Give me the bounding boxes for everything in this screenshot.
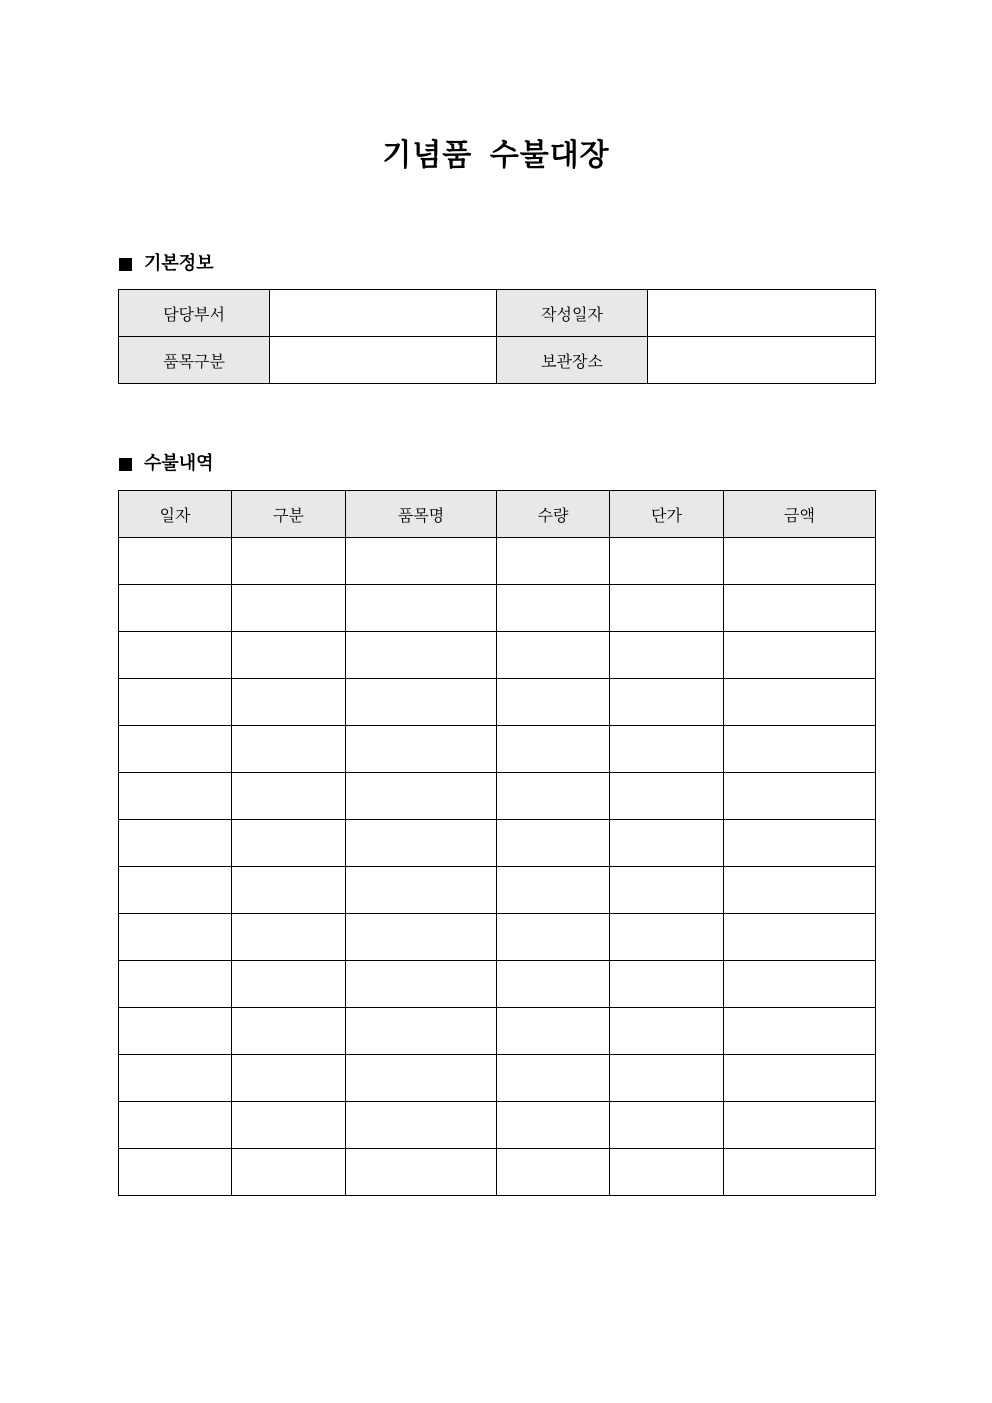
unit-price-cell[interactable] bbox=[610, 773, 724, 820]
amount-cell[interactable] bbox=[724, 914, 876, 961]
table-row bbox=[119, 867, 876, 914]
records-heading bbox=[119, 452, 214, 476]
table-row bbox=[119, 773, 876, 820]
table-row bbox=[119, 585, 876, 632]
amount-cell[interactable] bbox=[724, 679, 876, 726]
table-row bbox=[119, 679, 876, 726]
type-cell[interactable] bbox=[232, 1149, 346, 1196]
type-cell[interactable] bbox=[232, 585, 346, 632]
unit-price-cell[interactable] bbox=[610, 914, 724, 961]
date-cell[interactable] bbox=[119, 632, 232, 679]
date-cell[interactable] bbox=[119, 726, 232, 773]
unit-price-cell[interactable] bbox=[610, 726, 724, 773]
date-cell[interactable] bbox=[119, 538, 232, 585]
type-cell[interactable] bbox=[232, 1008, 346, 1055]
quantity-cell[interactable] bbox=[497, 679, 610, 726]
table-row bbox=[119, 538, 876, 585]
type-cell[interactable] bbox=[232, 632, 346, 679]
unit-price-cell[interactable] bbox=[610, 538, 724, 585]
item-name-cell[interactable] bbox=[346, 820, 497, 867]
amount-cell[interactable] bbox=[724, 726, 876, 773]
type-cell[interactable] bbox=[232, 914, 346, 961]
unit-price-cell[interactable] bbox=[610, 679, 724, 726]
records-table-body bbox=[119, 538, 876, 1196]
written-date-label: 작성일자 bbox=[497, 290, 648, 337]
item-name-cell[interactable] bbox=[346, 1149, 497, 1196]
column-header-date: 일자 bbox=[119, 491, 232, 538]
records-table bbox=[118, 490, 876, 1196]
unit-price-cell[interactable] bbox=[610, 867, 724, 914]
amount-cell[interactable] bbox=[724, 632, 876, 679]
item-name-cell[interactable] bbox=[346, 1055, 497, 1102]
quantity-cell[interactable] bbox=[497, 820, 610, 867]
date-cell[interactable] bbox=[119, 585, 232, 632]
department-field[interactable] bbox=[270, 290, 497, 337]
item-name-cell[interactable] bbox=[346, 1102, 497, 1149]
item-name-cell[interactable] bbox=[346, 914, 497, 961]
date-cell[interactable] bbox=[119, 679, 232, 726]
amount-cell[interactable] bbox=[724, 1055, 876, 1102]
item-name-cell[interactable] bbox=[346, 773, 497, 820]
table-row bbox=[119, 1149, 876, 1196]
square-bullet-icon bbox=[119, 258, 132, 271]
amount-cell[interactable] bbox=[724, 1149, 876, 1196]
unit-price-cell[interactable] bbox=[610, 1102, 724, 1149]
date-cell[interactable] bbox=[119, 867, 232, 914]
item-category-label: 품목구분 bbox=[119, 337, 270, 384]
quantity-cell[interactable] bbox=[497, 632, 610, 679]
date-cell[interactable] bbox=[119, 914, 232, 961]
item-name-cell[interactable] bbox=[346, 585, 497, 632]
amount-cell[interactable] bbox=[724, 538, 876, 585]
quantity-cell[interactable] bbox=[497, 538, 610, 585]
item-category-field[interactable] bbox=[270, 337, 497, 384]
item-name-cell[interactable] bbox=[346, 726, 497, 773]
date-cell[interactable] bbox=[119, 1055, 232, 1102]
storage-location-label: 보관장소 bbox=[497, 337, 648, 384]
table-row bbox=[119, 337, 876, 384]
column-header-type: 구분 bbox=[232, 491, 346, 538]
table-row bbox=[119, 914, 876, 961]
column-header-item-name: 품목명 bbox=[346, 491, 497, 538]
department-label: 담당부서 bbox=[119, 290, 270, 337]
amount-cell[interactable] bbox=[724, 773, 876, 820]
amount-cell[interactable] bbox=[724, 961, 876, 1008]
table-row bbox=[119, 290, 876, 337]
basic-info-table bbox=[118, 289, 876, 384]
unit-price-cell[interactable] bbox=[610, 961, 724, 1008]
item-name-cell[interactable] bbox=[346, 538, 497, 585]
type-cell[interactable] bbox=[232, 961, 346, 1008]
item-name-cell[interactable] bbox=[346, 1008, 497, 1055]
storage-location-field[interactable] bbox=[648, 337, 876, 384]
amount-cell[interactable] bbox=[724, 867, 876, 914]
quantity-cell[interactable] bbox=[497, 914, 610, 961]
type-cell[interactable] bbox=[232, 1055, 346, 1102]
amount-cell[interactable] bbox=[724, 585, 876, 632]
type-cell[interactable] bbox=[232, 867, 346, 914]
table-row bbox=[119, 820, 876, 867]
basic-info-heading-text: 기본정보 bbox=[144, 253, 214, 274]
unit-price-cell[interactable] bbox=[610, 1149, 724, 1196]
records-heading-text: 수불내역 bbox=[144, 453, 214, 474]
type-cell[interactable] bbox=[232, 679, 346, 726]
date-cell[interactable] bbox=[119, 1149, 232, 1196]
column-header-unit-price: 단가 bbox=[610, 491, 724, 538]
table-row bbox=[119, 632, 876, 679]
unit-price-cell[interactable] bbox=[610, 1055, 724, 1102]
item-name-cell[interactable] bbox=[346, 679, 497, 726]
quantity-cell[interactable] bbox=[497, 773, 610, 820]
table-header-row bbox=[119, 491, 876, 538]
date-cell[interactable] bbox=[119, 1008, 232, 1055]
date-cell[interactable] bbox=[119, 773, 232, 820]
amount-cell[interactable] bbox=[724, 820, 876, 867]
quantity-cell[interactable] bbox=[497, 1149, 610, 1196]
item-name-cell[interactable] bbox=[346, 632, 497, 679]
type-cell[interactable] bbox=[232, 773, 346, 820]
type-cell[interactable] bbox=[232, 820, 346, 867]
table-row bbox=[119, 961, 876, 1008]
table-row bbox=[119, 726, 876, 773]
table-row bbox=[119, 1102, 876, 1149]
unit-price-cell[interactable] bbox=[610, 820, 724, 867]
date-cell[interactable] bbox=[119, 1102, 232, 1149]
document-title: 기념품 수불대장 bbox=[382, 138, 610, 173]
table-row bbox=[119, 1055, 876, 1102]
quantity-cell[interactable] bbox=[497, 961, 610, 1008]
type-cell[interactable] bbox=[232, 1102, 346, 1149]
quantity-cell[interactable] bbox=[497, 1102, 610, 1149]
date-cell[interactable] bbox=[119, 820, 232, 867]
amount-cell[interactable] bbox=[724, 1102, 876, 1149]
quantity-cell[interactable] bbox=[497, 726, 610, 773]
item-name-cell[interactable] bbox=[346, 961, 497, 1008]
quantity-cell[interactable] bbox=[497, 1008, 610, 1055]
basic-info-heading bbox=[119, 252, 214, 276]
type-cell[interactable] bbox=[232, 538, 346, 585]
column-header-quantity: 수량 bbox=[497, 491, 610, 538]
unit-price-cell[interactable] bbox=[610, 1008, 724, 1055]
table-row bbox=[119, 1008, 876, 1055]
unit-price-cell[interactable] bbox=[610, 585, 724, 632]
quantity-cell[interactable] bbox=[497, 1055, 610, 1102]
type-cell[interactable] bbox=[232, 726, 346, 773]
written-date-field[interactable] bbox=[648, 290, 876, 337]
item-name-cell[interactable] bbox=[346, 867, 497, 914]
quantity-cell[interactable] bbox=[497, 867, 610, 914]
date-cell[interactable] bbox=[119, 961, 232, 1008]
amount-cell[interactable] bbox=[724, 1008, 876, 1055]
column-header-amount: 금액 bbox=[724, 491, 876, 538]
quantity-cell[interactable] bbox=[497, 585, 610, 632]
unit-price-cell[interactable] bbox=[610, 632, 724, 679]
square-bullet-icon bbox=[119, 458, 132, 471]
